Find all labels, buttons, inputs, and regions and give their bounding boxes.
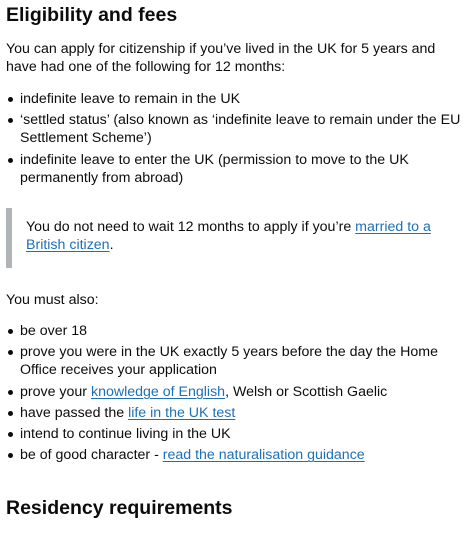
language-text-before: prove your (20, 383, 91, 400)
list-item: indefinite leave to remain in the UK (6, 90, 461, 108)
eligibility-heading: Eligibility and fees (6, 4, 178, 26)
must-also-paragraph: You must also: (6, 292, 99, 308)
character-text-before: be of good character - (20, 447, 163, 464)
list-item: ‘settled status’ (also known as ‘indefinite leave to remain under the EU Settlement Scheme’) (6, 111, 461, 147)
language-text-after: , Welsh or Scottish Gaelic (225, 383, 388, 400)
list-item (6, 383, 461, 401)
inset-text-before: You do not need to wait 12 months to apply if you’re (26, 219, 356, 235)
list-item: prove you were in the UK exactly 5 years before the day the Home Office receives your application (6, 343, 461, 379)
status-list (6, 90, 461, 190)
life-in-uk-test-link[interactable]: life in the UK test (128, 404, 236, 421)
inset-text (6, 208, 446, 268)
residency-heading: Residency requirements (6, 497, 233, 519)
list-item: indefinite leave to enter the UK (permission to move to the UK permanently from abroad) (6, 151, 461, 187)
list-item (6, 404, 461, 422)
list-item: intend to continue living in the UK (6, 425, 461, 443)
inset-text-after: . (109, 237, 114, 254)
naturalisation-guidance-link[interactable]: read the naturalisation guidance (162, 447, 365, 464)
inset-paragraph (26, 218, 446, 254)
knowledge-of-english-link[interactable]: knowledge of English (90, 383, 226, 400)
list-item: be over 18 (6, 322, 461, 340)
list-item (6, 446, 461, 464)
intro-paragraph: You can apply for citizenship if you’ve lived in the UK for 5 years and have had one of the following for 12 months: (6, 41, 436, 76)
requirements-list (6, 322, 461, 467)
test-text-before: have passed the (20, 404, 129, 421)
married-to-british-citizen-link[interactable]: married to a British citizen (26, 219, 431, 254)
